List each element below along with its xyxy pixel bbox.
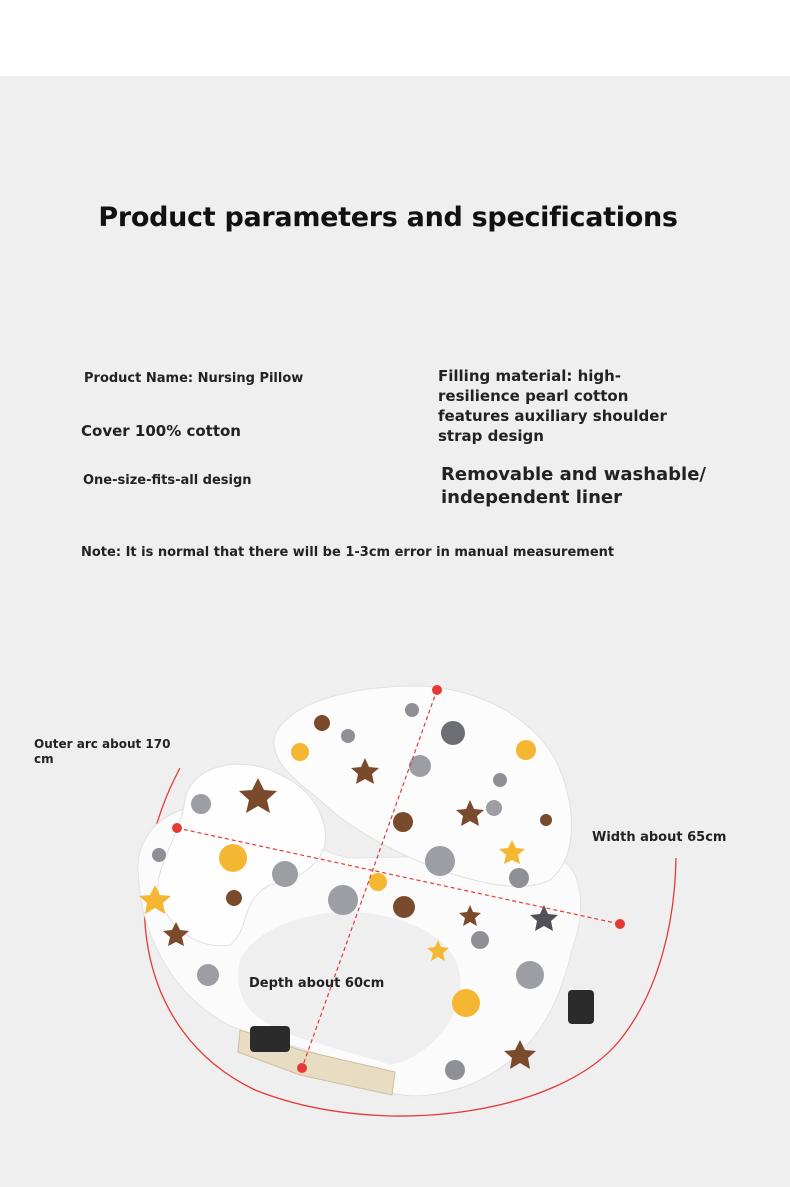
buckle-icon [568, 990, 594, 1024]
planet-icon [291, 743, 309, 761]
spec-size: One-size-fits-all design [83, 473, 252, 488]
page-title: Product parameters and specifications [98, 202, 678, 233]
outer-arc-label: Outer arc about 170 cm [34, 737, 171, 766]
planet-icon [471, 931, 489, 949]
width-label: Width about 65cm [592, 830, 727, 845]
planet-icon [152, 848, 166, 862]
planet-icon [540, 814, 552, 826]
planet-icon [191, 794, 211, 814]
planet-icon [393, 812, 413, 832]
planet-icon [452, 989, 480, 1017]
measure-point [172, 823, 182, 833]
measure-point [432, 685, 442, 695]
planet-icon [341, 729, 355, 743]
planet-icon [226, 890, 242, 906]
planet-icon [197, 964, 219, 986]
planet-icon [516, 961, 544, 989]
planet-icon [509, 868, 529, 888]
planet-icon [328, 885, 358, 915]
planet-icon [369, 873, 387, 891]
buckle-icon [250, 1026, 290, 1052]
measure-point [297, 1063, 307, 1073]
planet-icon [393, 896, 415, 918]
planet-icon [425, 846, 455, 876]
planet-icon [441, 721, 465, 745]
measurement-note: Note: It is normal that there will be 1-3cm error in manual measurement [81, 545, 615, 560]
spec-filling: Filling material: high-resilience pearl cotton features auxiliary shoulder strap design [438, 367, 667, 445]
planet-icon [445, 1060, 465, 1080]
measure-point [615, 919, 625, 929]
nursing-pillow [138, 686, 581, 1096]
planet-icon [405, 703, 419, 717]
depth-label: Depth about 60cm [249, 976, 385, 991]
planet-icon [486, 800, 502, 816]
spec-product-name: Product Name: Nursing Pillow [84, 371, 304, 386]
planet-icon [314, 715, 330, 731]
planet-icon [272, 861, 298, 887]
planet-icon [493, 773, 507, 787]
planet-icon [219, 844, 247, 872]
planet-icon [516, 740, 536, 760]
spec-cover: Cover 100% cotton [81, 422, 241, 440]
spec-removable: Removable and washable/ independent liner [441, 464, 706, 508]
